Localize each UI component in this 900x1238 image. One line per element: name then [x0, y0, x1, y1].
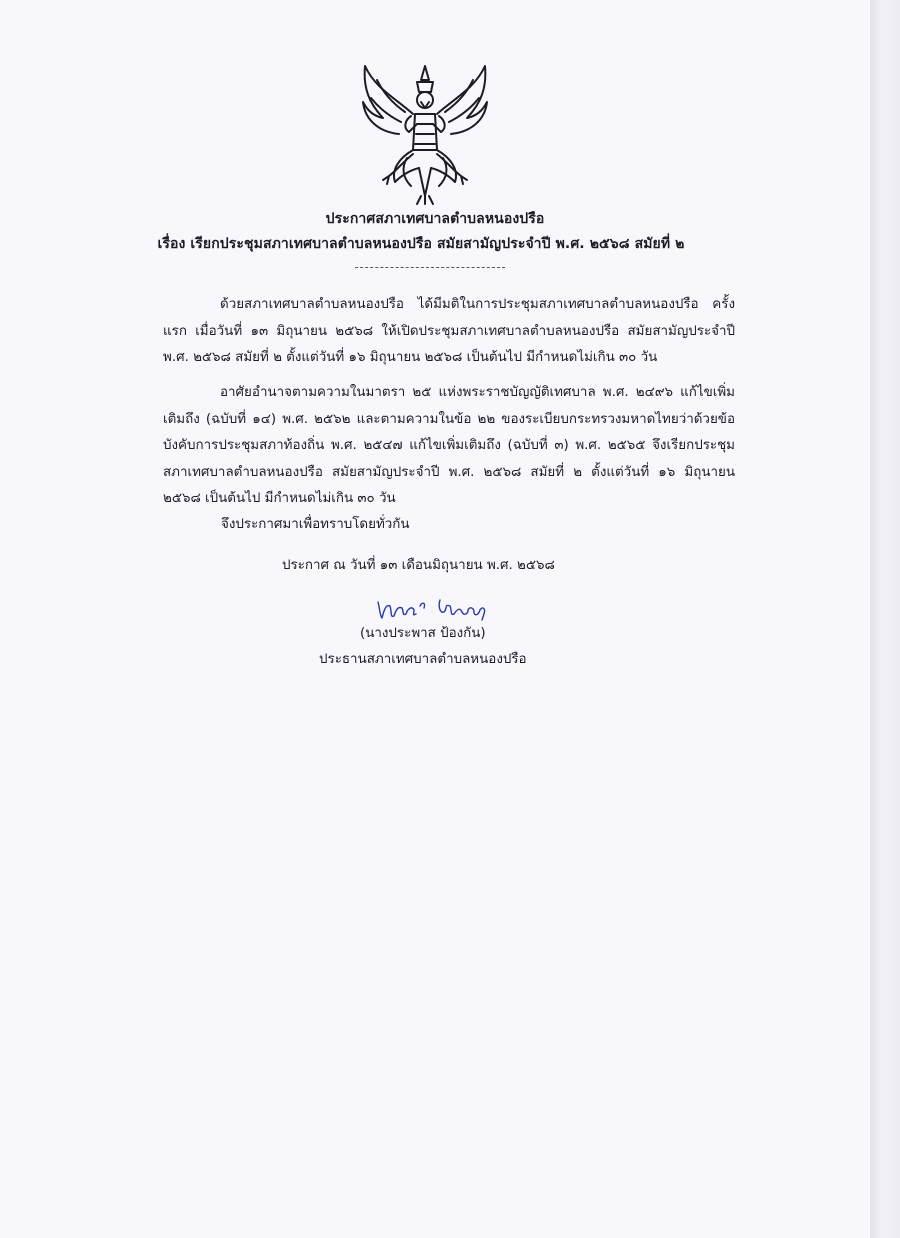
paragraph-legal-basis — [163, 380, 735, 513]
handwritten-signature — [374, 596, 504, 622]
subject-line: เรื่อง เรียกประชุมสภาเทศบาลตำบลหนองปรือ สมัยสามัญประจำปี พ.ศ. ๒๕๖๘ สมัยที่ ๒ — [157, 236, 685, 252]
signer-title: ประธานสภาเทศบาลตำบลหนองปรือ — [319, 652, 527, 667]
garuda-emblem-icon — [355, 58, 495, 208]
divider — [355, 267, 505, 268]
paragraph-resolution — [163, 292, 735, 372]
paragraph-resolution-text: ด้วยสภาเทศบาลตำบลหนองปรือ ได้มีมติในการประชุมสภาเทศบาลตำบลหนองปรือ ครั้งแรก เมื่อวันที่ ๑๓ มิถุนายน ๒๕๖๘ ให้เปิดประชุมสภาเทศบาลตำบลหนองปรือ สมัยสามัญประจำปี พ.ศ. ๒๕๖๘ สมัยที่ ๒ ตั้งแต่วันที่ ๑๖ มิถุนายน ๒๕๖๘ เป็นต้นไป มีกำหนดไม่เกิน ๓๐ วัน — [163, 297, 735, 365]
announcement-heading: ประกาศสภาเทศบาลตำบลหนองปรือ — [325, 211, 545, 227]
scan-edge — [870, 0, 900, 1238]
announcement-date: ประกาศ ณ วันที่ ๑๓ เดือนมิถุนายน พ.ศ. ๒๕๖๘ — [282, 558, 555, 573]
paragraph-legal-basis-text: อาศัยอำนาจตามความในมาตรา ๒๕ แห่งพระราชบัญญัติเทศบาล พ.ศ. ๒๔๙๖ แก้ไขเพิ่มเติมถึง (ฉบับที่ ๑๔) พ.ศ. ๒๕๖๒ และตามความในข้อ ๒๒ ของระเบียบกระทรวงมหาดไทยว่าด้วยข้อบังคับการประชุมสภาท้องถิ่น พ.ศ. ๒๕๔๗ แก้ไขเพิ่มเติมถึง (ฉบับที่ ๓) พ.ศ. ๒๕๖๕ จึงเรียกประชุมสภาเทศบาลตำบลหนองปรือ สมัยสามัญประจำปี พ.ศ. ๒๕๖๘ สมัยที่ ๒ ตั้งแต่วันที่ ๑๖ มิถุนายน ๒๕๖๘ เป็นต้นไป มีกำหนดไม่เกิน ๓๐ วัน — [163, 385, 735, 506]
signer-name: (นางประพาส ป้องกัน) — [360, 626, 486, 641]
paragraph-notice: จึงประกาศมาเพื่อทราบโดยทั่วกัน — [221, 517, 410, 532]
